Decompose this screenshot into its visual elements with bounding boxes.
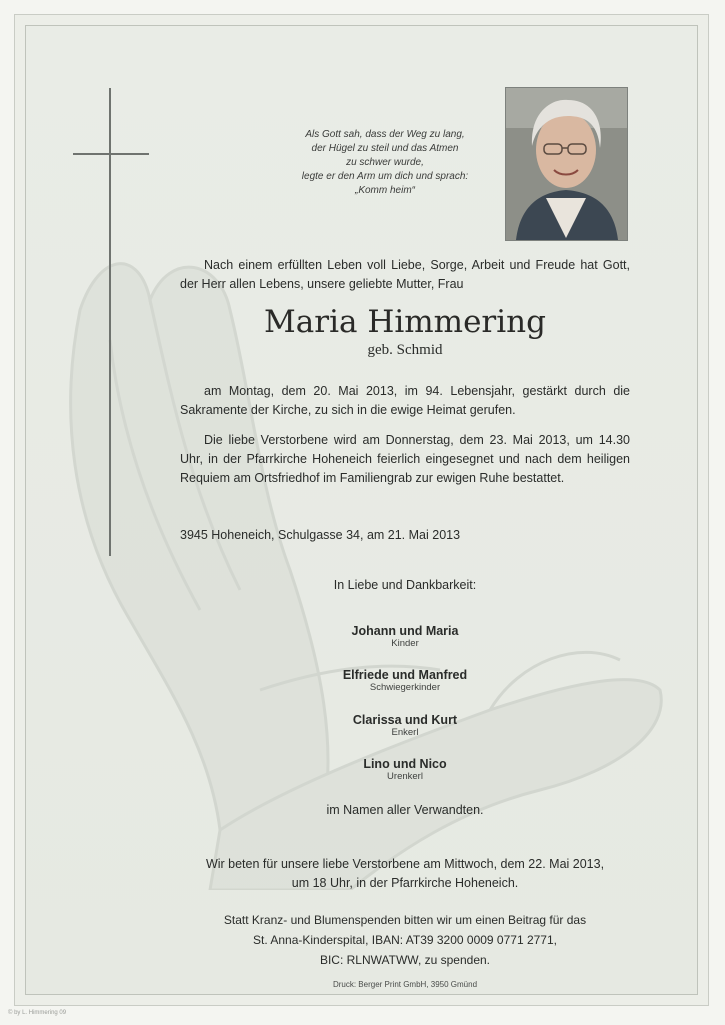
mourner-relation: Kinder: [391, 638, 419, 649]
mourner-relation: Urenkerl: [387, 771, 423, 782]
service-line: um 18 Uhr, in der Pfarrkirche Hoheneich.: [291, 876, 519, 890]
maiden-name: geb. Schmid: [367, 342, 443, 358]
poem-line: zu schwer wurde,: [346, 157, 424, 168]
poem-line: Als Gott sah, dass der Weg zu lang,: [305, 129, 465, 140]
thanks-line: In Liebe und Dankbarkeit:: [333, 578, 477, 592]
mourner-group: [180, 668, 630, 693]
relatives-line: im Namen aller Verwandten.: [326, 803, 484, 817]
prayer-service: [180, 855, 630, 893]
poem-line: der Hügel zu steil und das Atmen: [311, 143, 459, 154]
corner-mark: © by L. Himmering 09: [8, 1010, 67, 1016]
donation-request: [180, 910, 630, 970]
place-date: 3945 Hoheneich, Schulgasse 34, am 21. Mai 2013: [180, 528, 461, 542]
service-line: Wir beten für unsere liebe Verstorbene am Mittwoch, dem 22. Mai 2013,: [205, 857, 605, 871]
portrait-photo: [505, 87, 628, 241]
mourner-names: Elfriede und Manfred: [342, 668, 468, 682]
funeral-notice: Die liebe Verstorbene wird am Donnerstag, dem 23. Mai 2013, um 14.30 Uhr, in der Pfarrkirche Hoheneich feierlich eingesegnet und nach dem heiligen Requiem am Ortsfriedhof im Familiengrab zur ewigen Ruhe bestattet.: [180, 433, 630, 485]
intro-text: Nach einem erfüllten Leben voll Liebe, Sorge, Arbeit und Freude hat Gott, der Herr allen Lebens, unsere geliebte Mutter, Frau: [180, 258, 630, 291]
deceased-name: Maria Himmering: [264, 304, 546, 340]
poem-line: legte er den Arm um dich und sprach:: [301, 171, 469, 182]
mourner-names: Johann und Maria: [351, 624, 459, 638]
mourner-names: Clarissa und Kurt: [352, 713, 458, 727]
death-notice: am Montag, dem 20. Mai 2013, im 94. Lebensjahr, gestärkt durch die Sakramente der Kirche, zu sich in die ewige Heimat gerufen.: [180, 384, 630, 417]
mourner-relation: Schwiegerkinder: [369, 682, 441, 693]
mourner-relation: Enkerl: [391, 727, 419, 738]
donation-line: BIC: RLNWATWW, zu spenden.: [319, 953, 491, 967]
donation-line: St. Anna-Kinderspital, IBAN: AT39 3200 0009 0771 2771,: [253, 933, 557, 947]
mourner-group: [180, 757, 630, 782]
mourner-group: [180, 713, 630, 738]
cross-bar: [73, 153, 149, 155]
printer-credit: Druck: Berger Print GmbH, 3950 Gmünd: [332, 980, 478, 989]
mourner-group: [180, 624, 630, 649]
mourner-names: Lino und Nico: [363, 757, 447, 771]
donation-line: Statt Kranz- und Blumenspenden bitten wir um einen Beitrag für das: [223, 913, 587, 927]
poem-line: „Komm heim“: [354, 185, 415, 196]
poem: [270, 128, 500, 198]
